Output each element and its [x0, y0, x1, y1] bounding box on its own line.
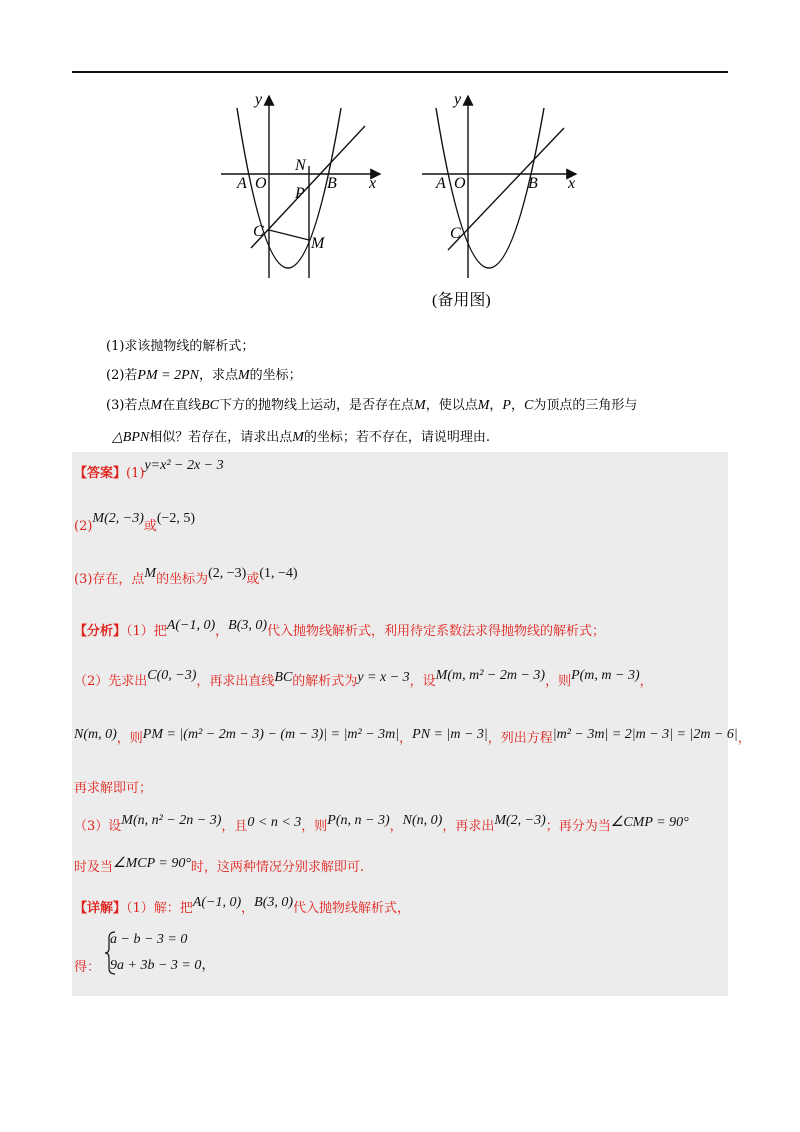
- analysis-5e: ，再求出: [442, 819, 495, 834]
- q3-text-e: ，: [489, 398, 503, 413]
- analysis-2e: ，则: [545, 674, 572, 689]
- label-b-spare: B: [528, 175, 538, 192]
- q3-text-f: ，: [510, 398, 524, 413]
- analysis-2f: ，: [639, 674, 653, 689]
- label-o: O: [255, 175, 267, 192]
- q3-point-p: P: [502, 398, 511, 413]
- analysis-2d: ，设: [409, 674, 436, 689]
- analysis-2c: 的解析式为: [292, 674, 358, 689]
- detail-de: 得：: [74, 960, 101, 975]
- answer-2-label: (2): [74, 519, 93, 534]
- q3-text-h: 相似？若存在，请求出点: [149, 430, 293, 445]
- detail-line-2: [74, 956, 100, 975]
- q3-point-m3: M: [477, 398, 490, 413]
- analysis-5b: ，且: [221, 819, 248, 834]
- label-y-spare: y: [454, 91, 462, 108]
- detail-point-a: A(−1, 0): [192, 895, 242, 910]
- analysis-line-1: [74, 620, 605, 640]
- q3-point-m2: M: [414, 398, 426, 413]
- q3-text-a: (3)若点: [106, 398, 151, 413]
- analysis-5-point-m2: M(2, −3): [494, 813, 546, 828]
- detail-tag: 【详解】: [74, 901, 127, 916]
- label-y: y: [255, 91, 263, 108]
- analysis-1b: 代入抛物线解析式，利用待定系数法求得抛物线的解析式；: [267, 624, 606, 639]
- analysis-point-n: N(m, 0): [74, 727, 117, 742]
- answer-line-3: [74, 568, 298, 588]
- question-1-text: (1)求该抛物线的解析式；: [106, 339, 255, 354]
- segment-cm: [269, 230, 309, 240]
- analysis-pm: PM = |(m² − 2m − 3) − (m − 3)| = |m² − 3m|: [142, 727, 400, 742]
- answer-3-value-1: (2, −3): [208, 566, 247, 581]
- analysis-5-angle: ∠CMP = 90°: [610, 815, 689, 830]
- system-eq-1: [110, 932, 187, 948]
- answer-3-value-2: (1, −4): [259, 566, 298, 581]
- analysis-5a: （3）设: [74, 819, 122, 834]
- answer-1-label: (1): [126, 466, 145, 481]
- analysis-tag: 【分析】: [74, 624, 127, 639]
- detail-end: ，: [201, 958, 216, 973]
- figure-caption: (备用图): [432, 292, 491, 309]
- parabola: [237, 108, 341, 268]
- label-x-spare: x: [568, 175, 576, 192]
- label-c-spare: C: [450, 225, 461, 242]
- label-a: A: [237, 175, 247, 192]
- analysis-line-3: [74, 727, 751, 747]
- detail-point-b: B(3, 0): [254, 895, 294, 910]
- analysis-equation: |m² − 3m| = 2|m − 3| = |2m − 6|: [552, 727, 738, 742]
- label-o-spare: O: [454, 175, 466, 192]
- answer-3-text: (3)存在，点: [74, 572, 145, 587]
- analysis-1a: （1）把: [126, 624, 167, 639]
- label-a-spare: A: [436, 175, 446, 192]
- q3-text-i: 的坐标；若不存在，请说明理由.: [303, 430, 491, 445]
- analysis-line-4: [74, 777, 152, 796]
- question-2: [106, 366, 302, 386]
- analysis-5f: ；再分为当: [545, 819, 611, 834]
- answer-3-or: 或: [246, 572, 260, 587]
- analysis-5-range: 0 < n < 3: [247, 815, 302, 830]
- label-c: C: [253, 223, 264, 240]
- line-bc: [251, 126, 365, 248]
- detail-1b: 代入抛物线解析式，: [293, 901, 411, 916]
- analysis-line-eq: y = x − 3: [357, 670, 410, 685]
- q2-equation: PM = 2PN: [137, 368, 199, 383]
- analysis-line-5: [74, 815, 689, 835]
- analysis-4: 再求解即可；: [74, 781, 153, 796]
- analysis-point-a: A(−1, 0): [166, 618, 216, 633]
- analysis-6-angle: ∠MCP = 90°: [113, 856, 191, 871]
- analysis-3b: ，: [399, 731, 413, 746]
- analysis-sep: ，: [215, 624, 229, 639]
- answer-3-point: M: [144, 566, 157, 581]
- system-equation-1: a − b − 3 = 0: [110, 932, 188, 947]
- analysis-line-6: [74, 856, 364, 876]
- question-3-line1: [106, 396, 637, 416]
- system-equation-2: 9a + 3b − 3 = 0: [110, 958, 202, 973]
- analysis-2b: ，再求出直线: [196, 674, 275, 689]
- answer-1-equation: y=x² − 2x − 3: [144, 458, 224, 473]
- label-b: B: [327, 175, 337, 192]
- answer-2-value-2: (−2, 5): [156, 511, 196, 526]
- analysis-line-2: [74, 670, 653, 690]
- analysis-pn: PN = |m − 3|: [412, 727, 488, 742]
- header-rule: [72, 71, 728, 73]
- answer-line-2: [74, 511, 196, 535]
- label-p: P: [295, 185, 305, 202]
- label-x: x: [369, 175, 377, 192]
- q3-point-m: M: [150, 398, 163, 413]
- analysis-point-b: B(3, 0): [228, 618, 268, 633]
- q3-text-d: ，使以点: [425, 398, 478, 413]
- answer-line-1: [74, 458, 224, 482]
- analysis-point-m: M(m, m² − 2m − 3): [435, 668, 546, 683]
- analysis-6b: 时，这两种情况分别求解即可.: [190, 860, 365, 875]
- analysis-3d: ，: [737, 731, 751, 746]
- analysis-3c: ，列出方程: [487, 731, 553, 746]
- q3-triangle: △BPN: [112, 430, 150, 445]
- q2-point: M: [238, 368, 250, 383]
- detail-sep: ，: [241, 901, 255, 916]
- analysis-point-c: C(0, −3): [147, 668, 197, 683]
- system-eq-2: [110, 954, 215, 974]
- answer-tag: 【答案】: [74, 466, 127, 481]
- analysis-5-point-m: M(n, n² − 2n − 3): [121, 813, 222, 828]
- q2-prefix: (2)若: [106, 368, 138, 383]
- q2-suffix: 的坐标；: [249, 368, 302, 383]
- analysis-5d: ，: [389, 819, 403, 834]
- q3-text-b: 在直线: [162, 398, 202, 413]
- analysis-5-point-n: N(n, 0): [402, 813, 443, 828]
- analysis-5-point-p: P(n, n − 3): [327, 813, 390, 828]
- q3-text-g: 为顶点的三角形与: [533, 398, 638, 413]
- figure-main: [215, 88, 395, 287]
- label-m: M: [311, 235, 325, 252]
- analysis-3a: ，则: [116, 731, 143, 746]
- answer-2-value-1: M(2, −3): [92, 511, 144, 526]
- analysis-5c: ，则: [301, 819, 328, 834]
- detail-line-1: [74, 897, 410, 917]
- q3-point-c: C: [523, 398, 534, 413]
- question-3-line2: [112, 428, 490, 448]
- answer-3-mid: 的坐标为: [156, 572, 209, 587]
- detail-1a: （1）解：把: [126, 901, 193, 916]
- answer-2-or: 或: [143, 519, 157, 534]
- q2-mid: ，求点: [198, 368, 238, 383]
- q3-text-c: 下方的抛物线上运动，是否存在点: [219, 398, 415, 413]
- figure-spare: [418, 88, 598, 287]
- analysis-line-bc: BC: [274, 670, 293, 685]
- analysis-2a: （2）先求出: [74, 674, 148, 689]
- label-n: N: [295, 157, 306, 174]
- question-1: [106, 337, 254, 357]
- analysis-point-p: P(m, m − 3): [571, 668, 640, 683]
- q3-point-m4: M: [292, 430, 304, 445]
- analysis-6a: 时及当: [74, 860, 114, 875]
- q3-line-bc: BC: [201, 398, 219, 413]
